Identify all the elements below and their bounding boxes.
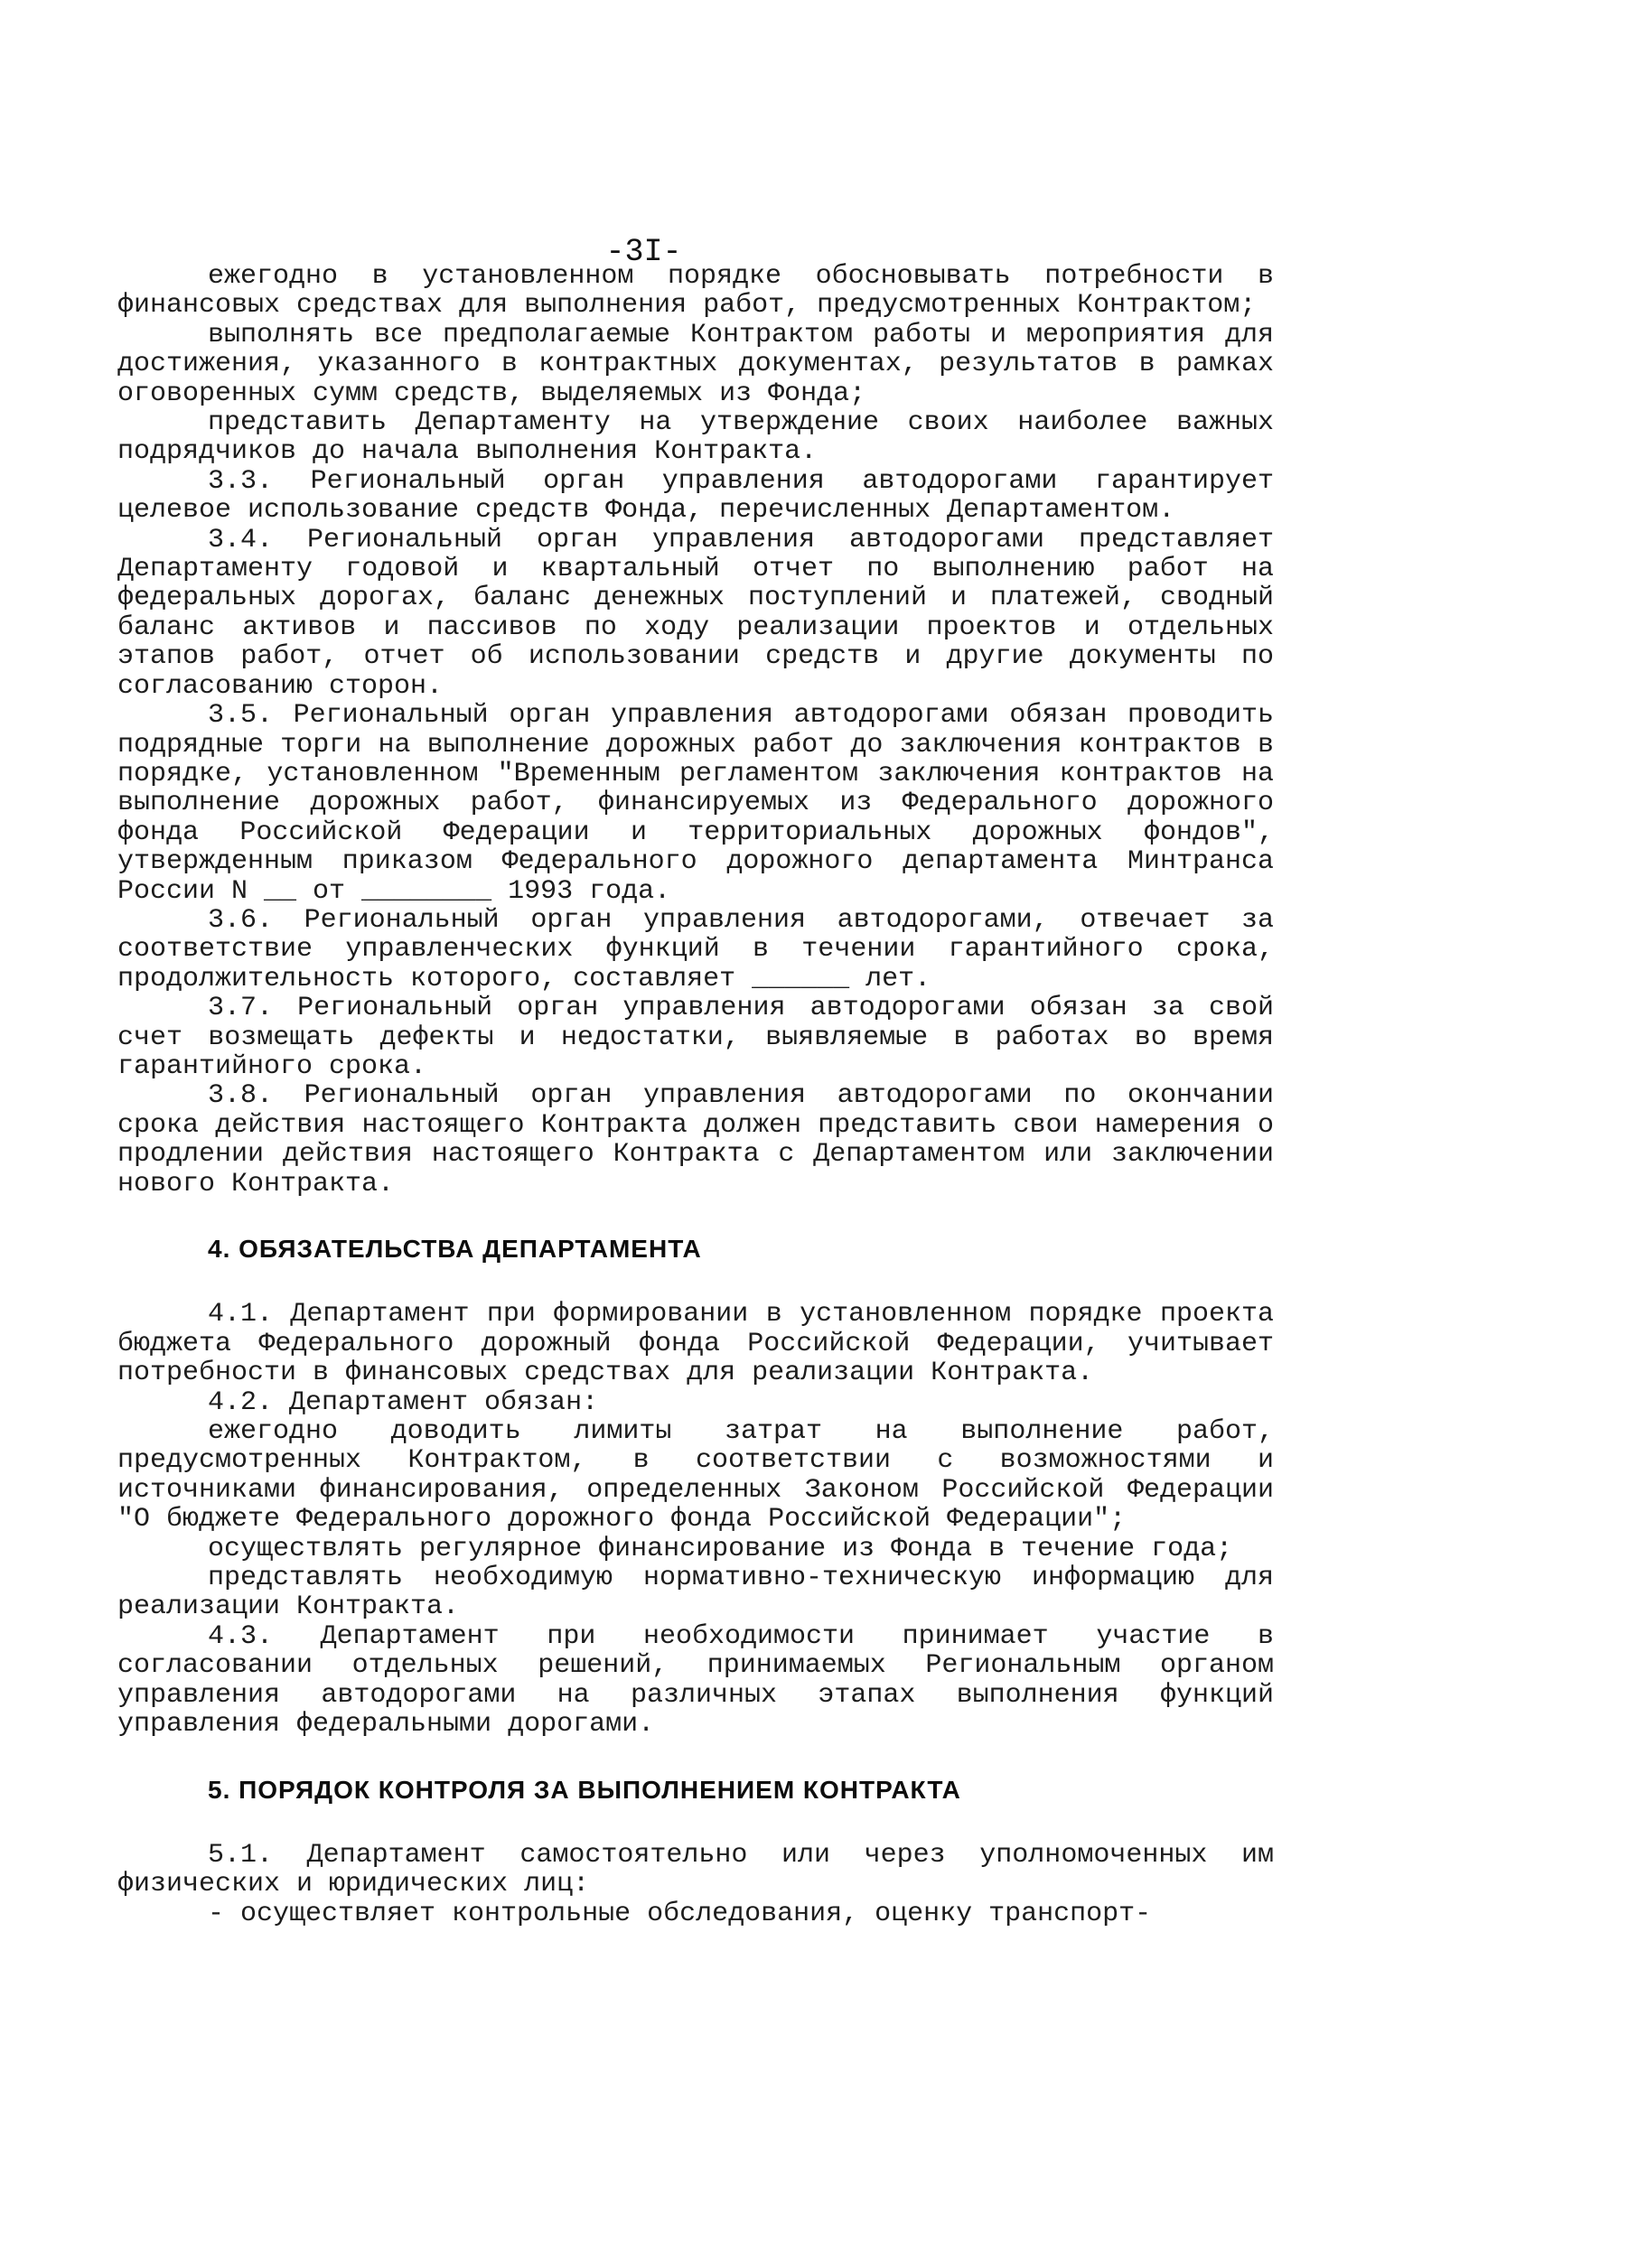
page-number: -3I- [605, 234, 682, 270]
paragraph: - осуществляет контрольные обследования, оценку транспорт- [208, 1898, 1152, 1929]
clause-4-3: 4.3. Департамент при необходимости принимает участие в согласовании отдельных решений, принимаемых Региональным органом управления автодорогами на различных этапах выполнения функций управления федеральными дорогами. [117, 1620, 1274, 1741]
clause-3-8: 3.8. Региональный орган управления автодорогами по окончании срока действия настоящего Контракта должен представить свои намерения о продлении действия настоящего Контракта с Департаментом или заключении нового Контракта. [117, 1080, 1274, 1199]
paragraph: выполнять все предполагаемые Контрактом работы и мероприятия для достижения, указанного в контрактных документах, результатов в рамках оговоренных сумм средств, выделяемых из Фонда; [117, 319, 1274, 409]
clause-5-1: 5.1. Департамент самостоятельно или через уполномоченных им физических и юридических лиц: [117, 1839, 1274, 1900]
clause-3-5: 3.5. Региональный орган управления автодорогами обязан проводить подрядные торги на выполнение дорожных работ до заключения контрактов в порядке, установленном "Временным регламентом заключения контрактов на выполнение дорожных работ, финансируемых из Федерального дорожного фонда Российской Федерации и территориальных дорожных фондов", утвержденным приказом Федерального дорожного департамента Минтранса России N __ от ________ 1993 года. [117, 700, 1274, 907]
clause-4-2: 4.2. Департамент обязан: [208, 1386, 599, 1418]
paragraph: представить Департаменту на утверждение своих наиболее важных подрядчиков до начала выполнения Контракта. [117, 407, 1274, 468]
paragraph: ежегодно доводить лимиты затрат на выполнение работ, предусмотренных Контрактом, в соответствии с возможностями и источниками финансирования, определенных Законом Российской Федерации "О бюджете Федерального дорожного фонда Российской Федерации"; [117, 1416, 1274, 1535]
clause-3-3: 3.3. Региональный орган управления автодорогами гарантирует целевое использование средств Фонда, перечисленных Департаментом. [117, 465, 1274, 527]
paragraph: осуществлять регулярное финансирование из Фонда в течение года; [208, 1533, 1233, 1564]
section-heading-4: 4. ОБЯЗАТЕЛЬСТВА ДЕПАРТАМЕНТА [208, 1235, 702, 1263]
clause-3-6: 3.6. Региональный орган управления автодорогами, отвечает за соответствие управленческих функций в течении гарантийного срока, продолжительность которого, составляет ______ лет. [117, 904, 1274, 994]
clause-3-7: 3.7. Региональный орган управления автодорогами обязан за свой счет возмещать дефекты и недостатки, выявляемые в работах во время гарантийного срока. [117, 993, 1274, 1082]
clause-4-1: 4.1. Департамент при формировании в установленном порядке проекта бюджета Федерального дорожный фонда Российской Федерации, учитывает потребности в финансовых средствах для реализации Контракта. [117, 1299, 1274, 1389]
paragraph: представлять необходимую нормативно-техническую информацию для реализации Контракта. [117, 1563, 1274, 1623]
document-body [117, 262, 1274, 1928]
clause-3-4: 3.4. Региональный орган управления автодорогами представляет Департаменту годовой и квартальный отчет по выполнению работ на федеральных дорогах, баланс денежных поступлений и платежей, сводный баланс активов и пассивов по ходу реализации проектов и отдельных этапов работ, отчет об использовании средств и другие документы по согласованию сторон. [117, 524, 1274, 702]
section-heading-5: 5. ПОРЯДОК КОНТРОЛЯ ЗА ВЫПОЛНЕНИЕМ КОНТРАКТА [208, 1775, 961, 1804]
paragraph: ежегодно в установленном порядке обосновывать потребности в финансовых средствах для выполнения работ, предусмотренных Контрактом; [117, 261, 1274, 322]
